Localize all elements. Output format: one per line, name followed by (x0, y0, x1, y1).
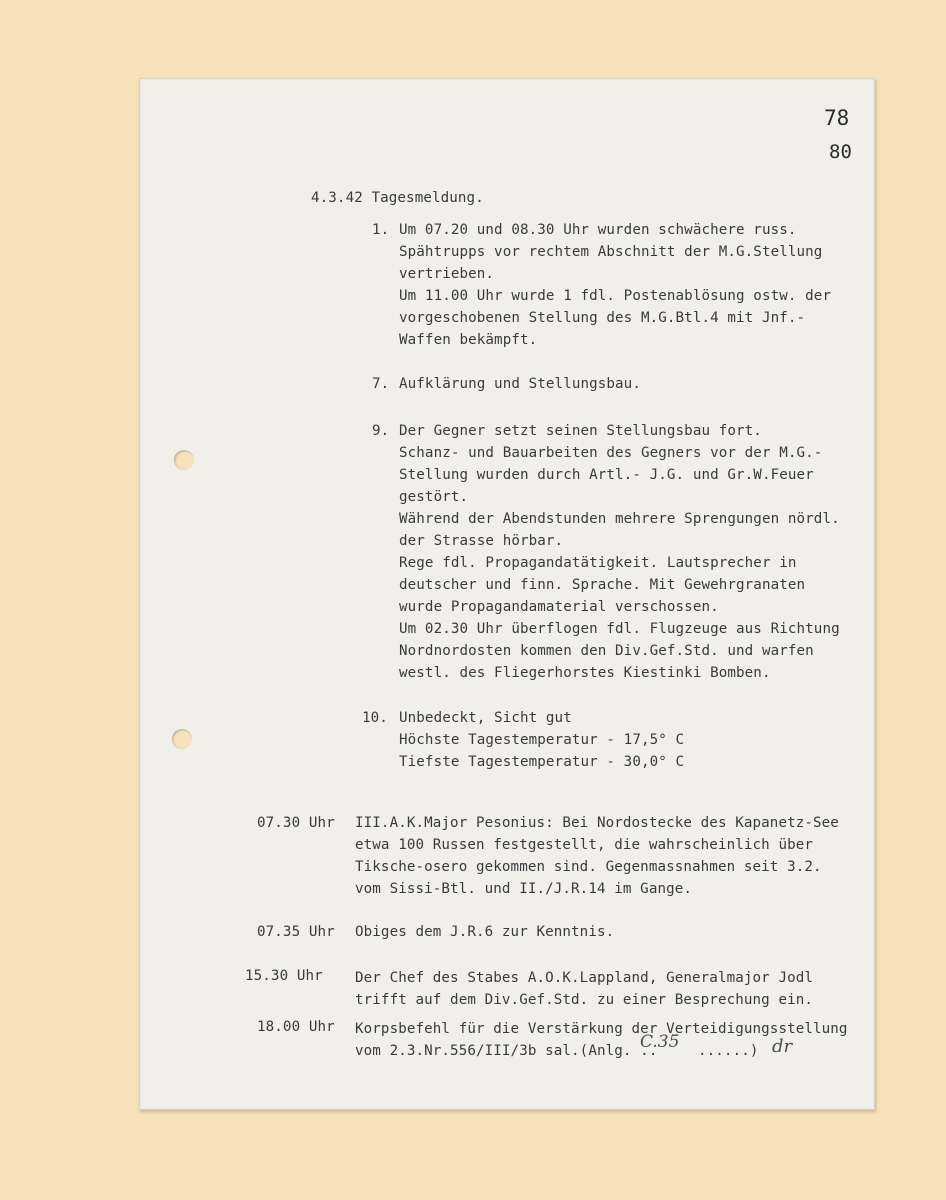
report-header: 4.3.42 Tagesmeldung. (311, 190, 484, 206)
item-number: 1. (372, 222, 390, 238)
text-line: Korpsbefehl für die Verstärkung der Verteidigungsstellung (355, 1021, 848, 1037)
text-line: Unbedeckt, Sicht gut (399, 710, 572, 726)
punch-hole (172, 729, 192, 749)
text-line: ......) (698, 1043, 759, 1059)
text-line: deutscher und finn. Sprache. Mit Gewehrgranaten (399, 577, 806, 593)
text-line: vom 2.3.Nr.556/III/3b sal.(Anlg. .. (355, 1043, 658, 1059)
log-time: 07.30 Uhr (257, 815, 335, 831)
log-time: 15.30 Uhr (245, 968, 323, 984)
log-text (355, 812, 839, 900)
item-text (399, 373, 641, 395)
text-line: Der Gegner setzt seinen Stellungsbau fort. (399, 423, 762, 439)
text-line: Höchste Tagestemperatur - 17,5° C (399, 732, 685, 748)
log-time: 18.00 Uhr (257, 1019, 335, 1035)
text-line: etwa 100 Russen festgestellt, die wahrscheinlich über (355, 837, 814, 853)
text-line: Spähtrupps vor rechtem Abschnitt der M.G.Stellung (399, 244, 823, 260)
text-line: wurde Propagandamaterial verschossen. (399, 599, 719, 615)
text-line: Während der Abendstunden mehrere Sprengungen nördl. (399, 511, 840, 527)
text-line: der Strasse hörbar. (399, 533, 564, 549)
item-number: 9. (372, 423, 390, 439)
text-line: Der Chef des Stabes A.O.K.Lappland, Generalmajor Jodl (355, 970, 814, 986)
handwritten-annex-number: C.35 (640, 1032, 680, 1052)
text-line: trifft auf dem Div.Gef.Std. zu einer Besprechung ein. (355, 992, 814, 1008)
text-line: westl. des Fliegerhorstes Kiestinki Bomben. (399, 665, 771, 681)
log-text (355, 921, 614, 943)
text-line: Schanz- und Bauarbeiten des Gegners vor der M.G.- (399, 445, 823, 461)
page-number-bottom: 80 (829, 141, 852, 163)
item-number: 7. (372, 376, 390, 392)
text-line: Rege fdl. Propagandatätigkeit. Lautsprecher in (399, 555, 797, 571)
text-line: gestört. (399, 489, 469, 505)
text-line: Nordnordosten kommen den Div.Gef.Std. und warfen (399, 643, 814, 659)
item-text (399, 420, 840, 684)
text-line: Stellung wurden durch Artl.- J.G. und Gr.W.Feuer (399, 467, 814, 483)
text-line: III.A.K.Major Pesonius: Bei Nordostecke des Kapanetz-See (355, 815, 839, 831)
text-line: vorgeschobenen Stellung des M.G.Btl.4 mit Jnf.- (399, 310, 806, 326)
text-line: Um 02.30 Uhr überflogen fdl. Flugzeuge aus Richtung (399, 621, 840, 637)
log-text (355, 967, 813, 1011)
text-line: vom Sissi-Btl. und II./J.R.14 im Gange. (355, 881, 693, 897)
page-number-top: 78 (824, 106, 850, 130)
text-line: Tiefste Tagestemperatur - 30,0° C (399, 754, 685, 770)
text-line: Waffen bekämpft. (399, 332, 538, 348)
text-line: Aufklärung und Stellungsbau. (399, 376, 641, 392)
item-number: 10. (362, 710, 388, 726)
item-text (399, 707, 684, 773)
text-line: Um 07.20 und 08.30 Uhr wurden schwächere russ. (399, 222, 797, 238)
punch-hole (174, 450, 194, 470)
text-line: vertrieben. (399, 266, 495, 282)
text-line: Um 11.00 Uhr wurde 1 fdl. Postenablösung ostw. der (399, 288, 832, 304)
log-time: 07.35 Uhr (257, 924, 335, 940)
handwritten-initials: dr (772, 1036, 793, 1057)
item-text (399, 219, 831, 351)
text-line: Tiksche-osero gekommen sind. Gegenmassnahmen seit 3.2. (355, 859, 822, 875)
text-line: Obiges dem J.R.6 zur Kenntnis. (355, 924, 615, 940)
